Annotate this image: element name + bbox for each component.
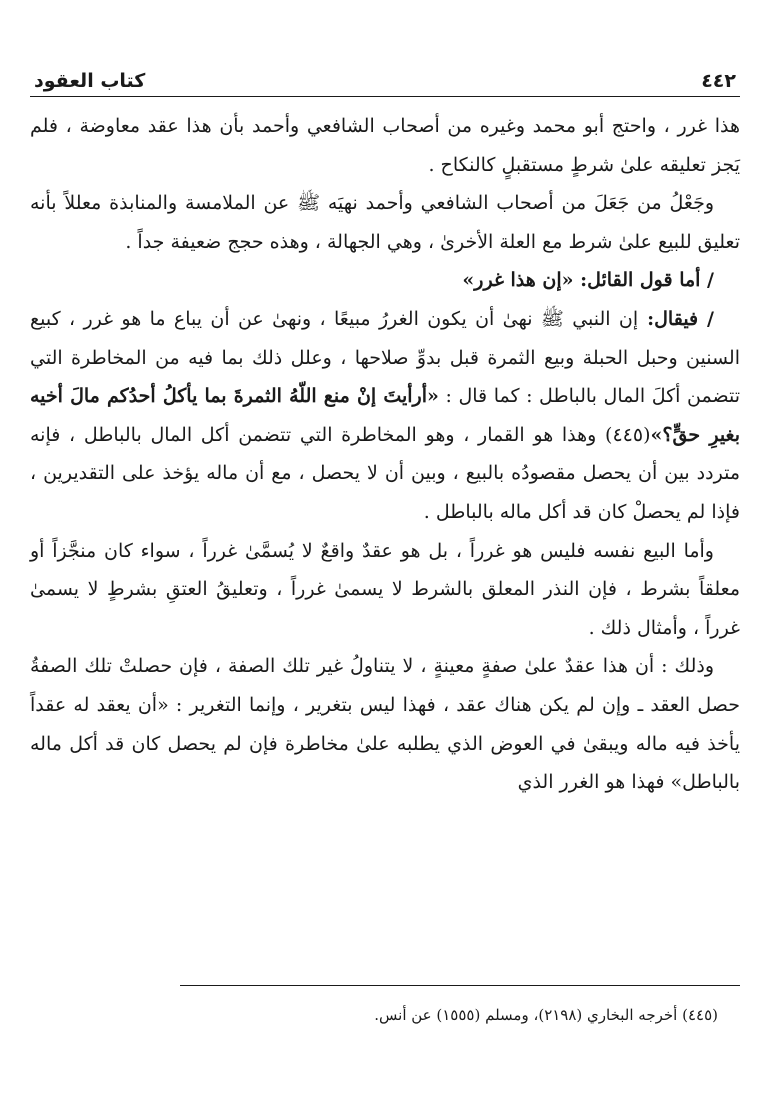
paragraph-p5 xyxy=(30,532,740,648)
paragraph-p2 xyxy=(30,184,740,261)
paragraph-p1 xyxy=(30,107,740,184)
footnote: (٤٤٥) أخرجه البخاري (٢١٩٨)، ومسلم (١٥٥٥) عن أنس. xyxy=(374,1006,718,1024)
footnote-area xyxy=(30,985,740,1024)
paragraph-segment: إن النبي ﷺ نهىٰ أن يكون الغررُ مبيعًا ، ونهىٰ عن أن يباع ما هو غرر ، كبيع السنين وحبل الحبلة وبيع الثمرة قبل بدوِّ صلاحها ، وعلل ذلك بما فيه من المخاطرة التي تتضمن أكلَ المال بالباطل : كما قال : xyxy=(30,307,740,408)
header-rule xyxy=(30,96,740,97)
body-text xyxy=(30,107,740,802)
paragraph-segment: هذا غرر ، واحتج أبو محمد وغيره من أصحاب الشافعي وأحمد بأن هذا عقد معاوضة ، فلم يَجز تعليقه علىٰ شرطٍ مستقبلٍ كالنكاح . xyxy=(30,115,740,176)
paragraph-segment: وجَعْلُ من جَعَلَ من أصحاب الشافعي وأحمد نهيَه ﷺ عن الملامسة والمنابذة معللاً بأنه تعليق للبيع علىٰ شرط مع العلة الأخرىٰ ، وهي الجهالة ، وهذه حجج ضعيفة جداً . xyxy=(30,192,740,253)
paragraph-segment: (٤٤٥) وهذا هو القمار ، وهو المخاطرة التي تتضمن أكل المال بالباطل ، فإنه متردد بين أن يحصل مقصودُه بالبيع ، وبين أن لا يحصل ، مع أن ماله يؤخذ على التقديرين ، فإذا لم يحصلْ كان قد أكل ماله بالباطل . xyxy=(30,423,740,523)
book-page xyxy=(30,70,740,802)
paragraph-segment: «أرأيتَ إنْ منع اللّهُ الثمرةَ بما يأكلُ أحدُكم مالَ أخيه بغيرِ حقٍّ؟» xyxy=(30,385,741,446)
paragraph-segment: وأما البيع نفسه فليس هو غرراً ، بل هو عقدٌ واقعٌ لا يُسمَّىٰ غرراً ، سواء كان منجَّزاً أو معلقاً بشرط ، فإن النذر المعلق بالشرط لا يسمىٰ غرراً ، وتعليقُ العتقِ بشرطٍ لا يسمىٰ غرراً ، وأمثال ذلك . xyxy=(30,539,740,639)
page-header xyxy=(30,70,740,96)
paragraph-segment: / فيقال: xyxy=(638,307,714,330)
paragraph-p4 xyxy=(30,300,740,532)
paragraph-segment: / أما قول القائل: «إن هذا غرر» xyxy=(462,269,714,292)
page-number: ٤٤٢ xyxy=(701,70,736,92)
paragraph-p3 xyxy=(30,261,740,300)
footnote-rule xyxy=(180,985,740,986)
running-title: كتاب العقود xyxy=(34,70,146,92)
paragraph-p6 xyxy=(30,647,740,801)
paragraph-segment: وذلك : أن هذا عقدٌ علىٰ صفةٍ معينةٍ ، لا يتناولُ غير تلك الصفة ، فإن حصلتْ تلك الصفةُ حصل العقد ـ وإن لم يكن هناك عقد ، فهذا ليس بتغرير ، وإنما التغرير : «أن يعقد له عقداً يأخذ فيه ماله ويبقىٰ في العوض الذي يطلبه علىٰ مخاطرة فإن لم يحصل كان قد أكل ماله بالباطل» فهذا هو الغرر الذي xyxy=(30,655,740,794)
